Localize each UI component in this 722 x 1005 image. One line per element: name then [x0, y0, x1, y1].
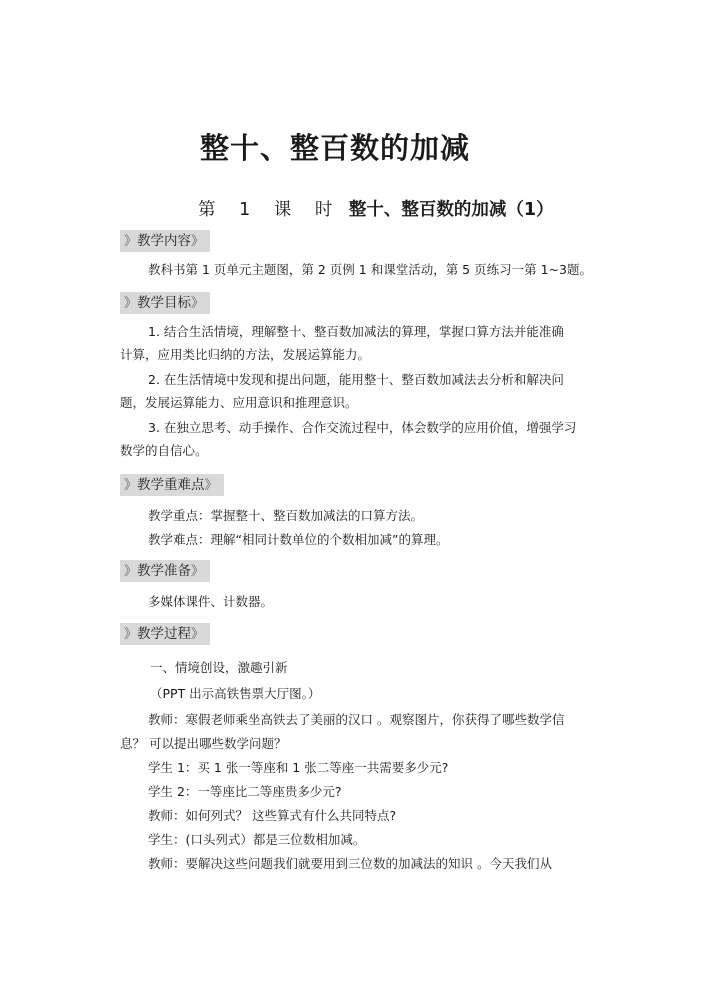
- process-line: （PPT 出示高铁售票大厅图。）: [150, 686, 321, 701]
- chevron-right-icon: 》: [204, 478, 218, 493]
- chevron-left-icon: 》: [124, 564, 138, 579]
- lesson-name: 整十、整百数的加减（1）: [348, 200, 554, 220]
- section-heading-process: [120, 623, 210, 645]
- process-line: 教师：要解决这些问题我们就要用到三位数的加减法的知识 。今天我们从: [148, 856, 552, 871]
- content-line: 教科书第 1 页单元主题图，第 2 页例 1 和课堂活动，第 5 页练习一第 1~3题。: [148, 262, 592, 277]
- chevron-left-icon: 》: [124, 627, 138, 642]
- process-line: 教师：寒假老师乘坐高铁去了美丽的汉口 。观察图片，你获得了哪些数学信: [148, 712, 565, 727]
- section-heading-label: 教学重难点: [137, 477, 205, 493]
- process-line: 息？ 可以提出哪些数学问题？: [120, 736, 287, 751]
- goal-line: 数学的自信心。: [120, 443, 208, 458]
- chevron-left-icon: 》: [124, 234, 138, 249]
- process-line: 学生 2：一等座比二等座贵多少元?: [148, 784, 342, 799]
- chevron-right-icon: 》: [191, 296, 205, 311]
- section-heading-preparation: [120, 560, 210, 582]
- difficulty-line: 教学难点：理解“相同计数单位的个数相加减”的算理。: [148, 532, 449, 547]
- key-point-line: 教学重点：掌握整十、整百数加减法的口算方法。: [148, 508, 424, 523]
- chevron-right-icon: 》: [191, 564, 205, 579]
- section-heading-goals: [120, 292, 210, 314]
- chevron-left-icon: 》: [124, 296, 138, 311]
- goal-line: 计算，应用类比归纳的方法，发展运算能力。: [120, 347, 371, 362]
- page-title: 整十、整百数的加减: [200, 131, 471, 165]
- chevron-right-icon: 》: [191, 234, 205, 249]
- goal-line: 1. 结合生活情境，理解整十、整百数加减法的算理，掌握口算方法并能准确: [148, 324, 564, 339]
- process-line: 学生 1：买 1 张一等座和 1 张二等座一共需要多少元?: [148, 760, 449, 775]
- section-heading-label: 教学内容: [137, 233, 192, 249]
- goal-line: 3. 在独立思考、动手操作、合作交流过程中，体会数学的应用价值，增强学习: [148, 420, 577, 435]
- section-heading-label: 教学目标: [137, 295, 192, 311]
- chevron-left-icon: 》: [124, 478, 138, 493]
- preparation-line: 多媒体课件、计数器。: [148, 594, 274, 609]
- process-line: 学生：(口头列式）都是三位数相加减。: [148, 832, 366, 847]
- section-heading-key-points: [120, 474, 224, 496]
- section-heading-label: 教学准备: [137, 563, 192, 579]
- process-line: 教师：如何列式？ 这些算式有什么共同特点?: [148, 808, 397, 823]
- lesson-label: 第 1 课 时: [198, 200, 342, 220]
- process-line: 一、情境创设，激趣引新: [150, 660, 288, 675]
- section-heading-content: [120, 230, 210, 252]
- goal-line: 题，发展运算能力、应用意识和推理意识。: [120, 395, 358, 410]
- goal-line: 2. 在生活情境中发现和提出问题，能用整十、整百数加减法去分析和解决问: [148, 372, 564, 387]
- lesson-title: [198, 196, 554, 221]
- section-heading-label: 教学过程: [137, 626, 192, 642]
- chevron-right-icon: 》: [191, 627, 205, 642]
